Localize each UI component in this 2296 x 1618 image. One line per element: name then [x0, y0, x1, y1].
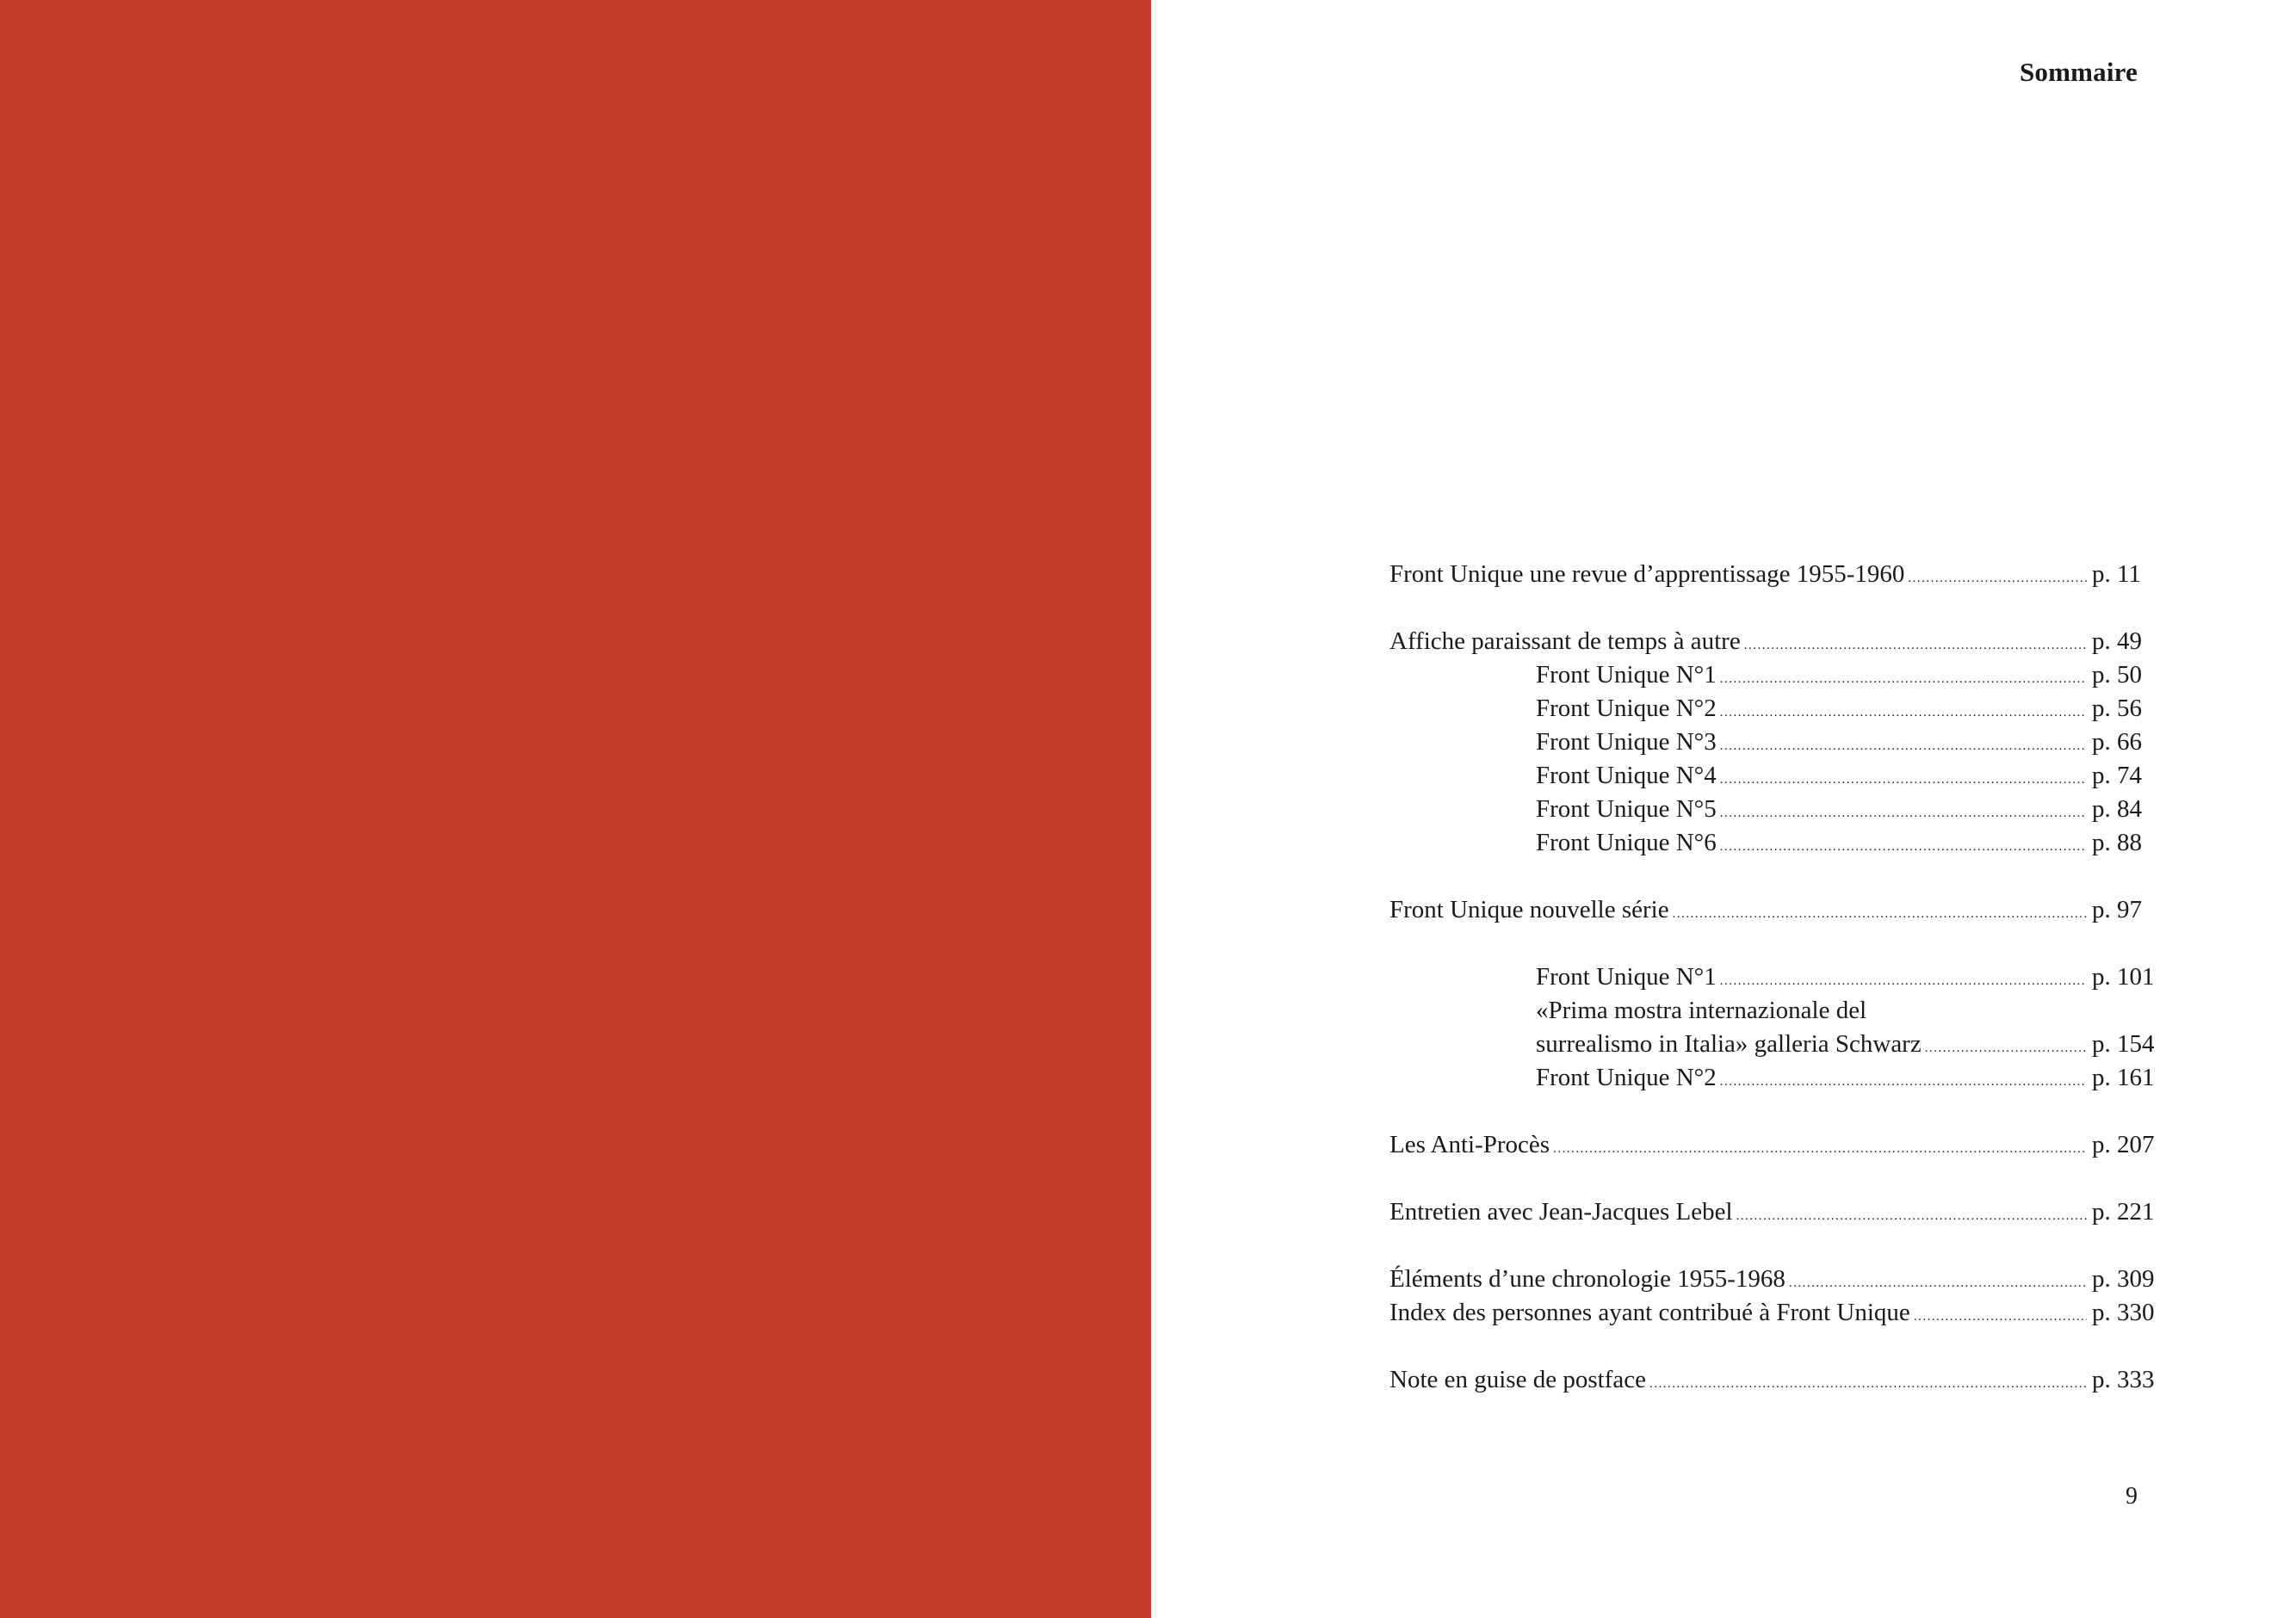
dot-leader — [1720, 807, 2087, 826]
toc-entry-intro — [1389, 558, 2164, 591]
toc-subentry — [1389, 692, 2164, 726]
toc-entry-title: Index des personnes ayant contribué à Front Unique — [1389, 1299, 1910, 1326]
toc-subentry — [1389, 1028, 2164, 1061]
toc-subentry — [1389, 793, 2164, 826]
toc-entry-index — [1389, 1296, 2164, 1330]
toc-entry-title: Front Unique nouvelle série — [1389, 896, 1669, 923]
toc-subentry — [1389, 1061, 2164, 1095]
dot-leader — [1649, 1378, 2087, 1397]
dot-leader — [1720, 975, 2087, 994]
toc-subentry — [1389, 658, 2164, 692]
dot-leader — [1553, 1143, 2087, 1162]
toc-entry-page: p. 309 — [2092, 1265, 2155, 1293]
toc-entry-title: Front Unique N°5 — [1536, 795, 1717, 823]
toc-entry-page: p. 88 — [2092, 829, 2142, 856]
toc-entry-title: Éléments d’une chronologie 1955-1968 — [1389, 1265, 1785, 1293]
toc-subentry — [1389, 826, 2164, 860]
toc-subentry — [1389, 726, 2164, 759]
toc-entry-chronologie — [1389, 1263, 2164, 1296]
toc-entry-page: p. 50 — [2092, 661, 2142, 689]
table-of-contents — [1389, 558, 2164, 1397]
dot-leader — [1736, 1210, 2087, 1229]
toc-subentry — [1389, 960, 2164, 994]
toc-entry-title: Front Unique N°2 — [1536, 1064, 1717, 1091]
toc-entry-page: p. 66 — [2092, 728, 2142, 756]
dot-leader — [1908, 572, 2087, 591]
dot-leader — [1720, 707, 2087, 726]
dot-leader — [1720, 1076, 2087, 1095]
toc-entry-title: Les Anti-Procès — [1389, 1131, 1550, 1158]
toc-entry-page: p. 161 — [2092, 1064, 2155, 1091]
toc-entry-page: p. 101 — [2092, 963, 2155, 991]
page-number: 9 — [2126, 1483, 2138, 1510]
toc-entry-page: p. 11 — [2092, 560, 2141, 588]
dot-leader — [1720, 673, 2087, 692]
dot-leader — [1720, 774, 2087, 793]
toc-entry-title: Note en guise de postface — [1389, 1366, 1646, 1393]
toc-subentry — [1389, 759, 2164, 793]
toc-entry-title: Front Unique N°3 — [1536, 728, 1717, 756]
dot-leader — [1744, 639, 2087, 658]
toc-entry-page: p. 56 — [2092, 695, 2142, 722]
toc-entry-nouvelle-serie — [1389, 893, 2164, 927]
right-page — [1151, 0, 2296, 1618]
toc-entry-title: Front Unique N°2 — [1536, 695, 1717, 722]
toc-entry-page: p. 49 — [2092, 627, 2142, 655]
toc-entry-title: Front Unique N°4 — [1536, 762, 1717, 789]
toc-entry-title: surrealismo in Italia» galleria Schwarz — [1536, 1030, 1922, 1058]
toc-entry-page: p. 97 — [2092, 896, 2142, 923]
dot-leader — [1673, 908, 2087, 927]
dot-leader — [1925, 1042, 2087, 1061]
toc-entry-entretien — [1389, 1195, 2164, 1229]
toc-entry-anti-proces — [1389, 1128, 2164, 1162]
toc-entry-title: «Prima mostra internazionale del — [1536, 997, 1867, 1024]
toc-entry-title: Entretien avec Jean-Jacques Lebel — [1389, 1198, 1733, 1226]
toc-entry-title: Affiche paraissant de temps à autre — [1389, 627, 1741, 655]
toc-entry-page: p. 221 — [2092, 1198, 2155, 1226]
dot-leader — [1720, 740, 2087, 759]
toc-entry-page: p. 84 — [2092, 795, 2142, 823]
toc-entry-page: p. 154 — [2092, 1030, 2155, 1058]
toc-entry-title: Front Unique N°6 — [1536, 829, 1717, 856]
toc-entry-page: p. 333 — [2092, 1366, 2155, 1393]
toc-entry-title: Front Unique une revue d’apprentissage 1955-1960 — [1389, 560, 1905, 588]
dot-leader — [1789, 1277, 2087, 1296]
toc-entry-title: Front Unique N°1 — [1536, 661, 1717, 689]
toc-entry-page: p. 207 — [2092, 1131, 2155, 1158]
toc-entry-title: Front Unique N°1 — [1536, 963, 1717, 991]
dot-leader — [1720, 841, 2087, 860]
toc-entry-page: p. 74 — [2092, 762, 2142, 789]
page-heading: Sommaire — [2019, 57, 2138, 87]
dot-leader — [1914, 1311, 2087, 1330]
toc-entry-postface — [1389, 1363, 2164, 1397]
toc-entry-page: p. 330 — [2092, 1299, 2155, 1326]
toc-subentry-line — [1389, 994, 2164, 1028]
toc-entry-affiche — [1389, 625, 2164, 658]
